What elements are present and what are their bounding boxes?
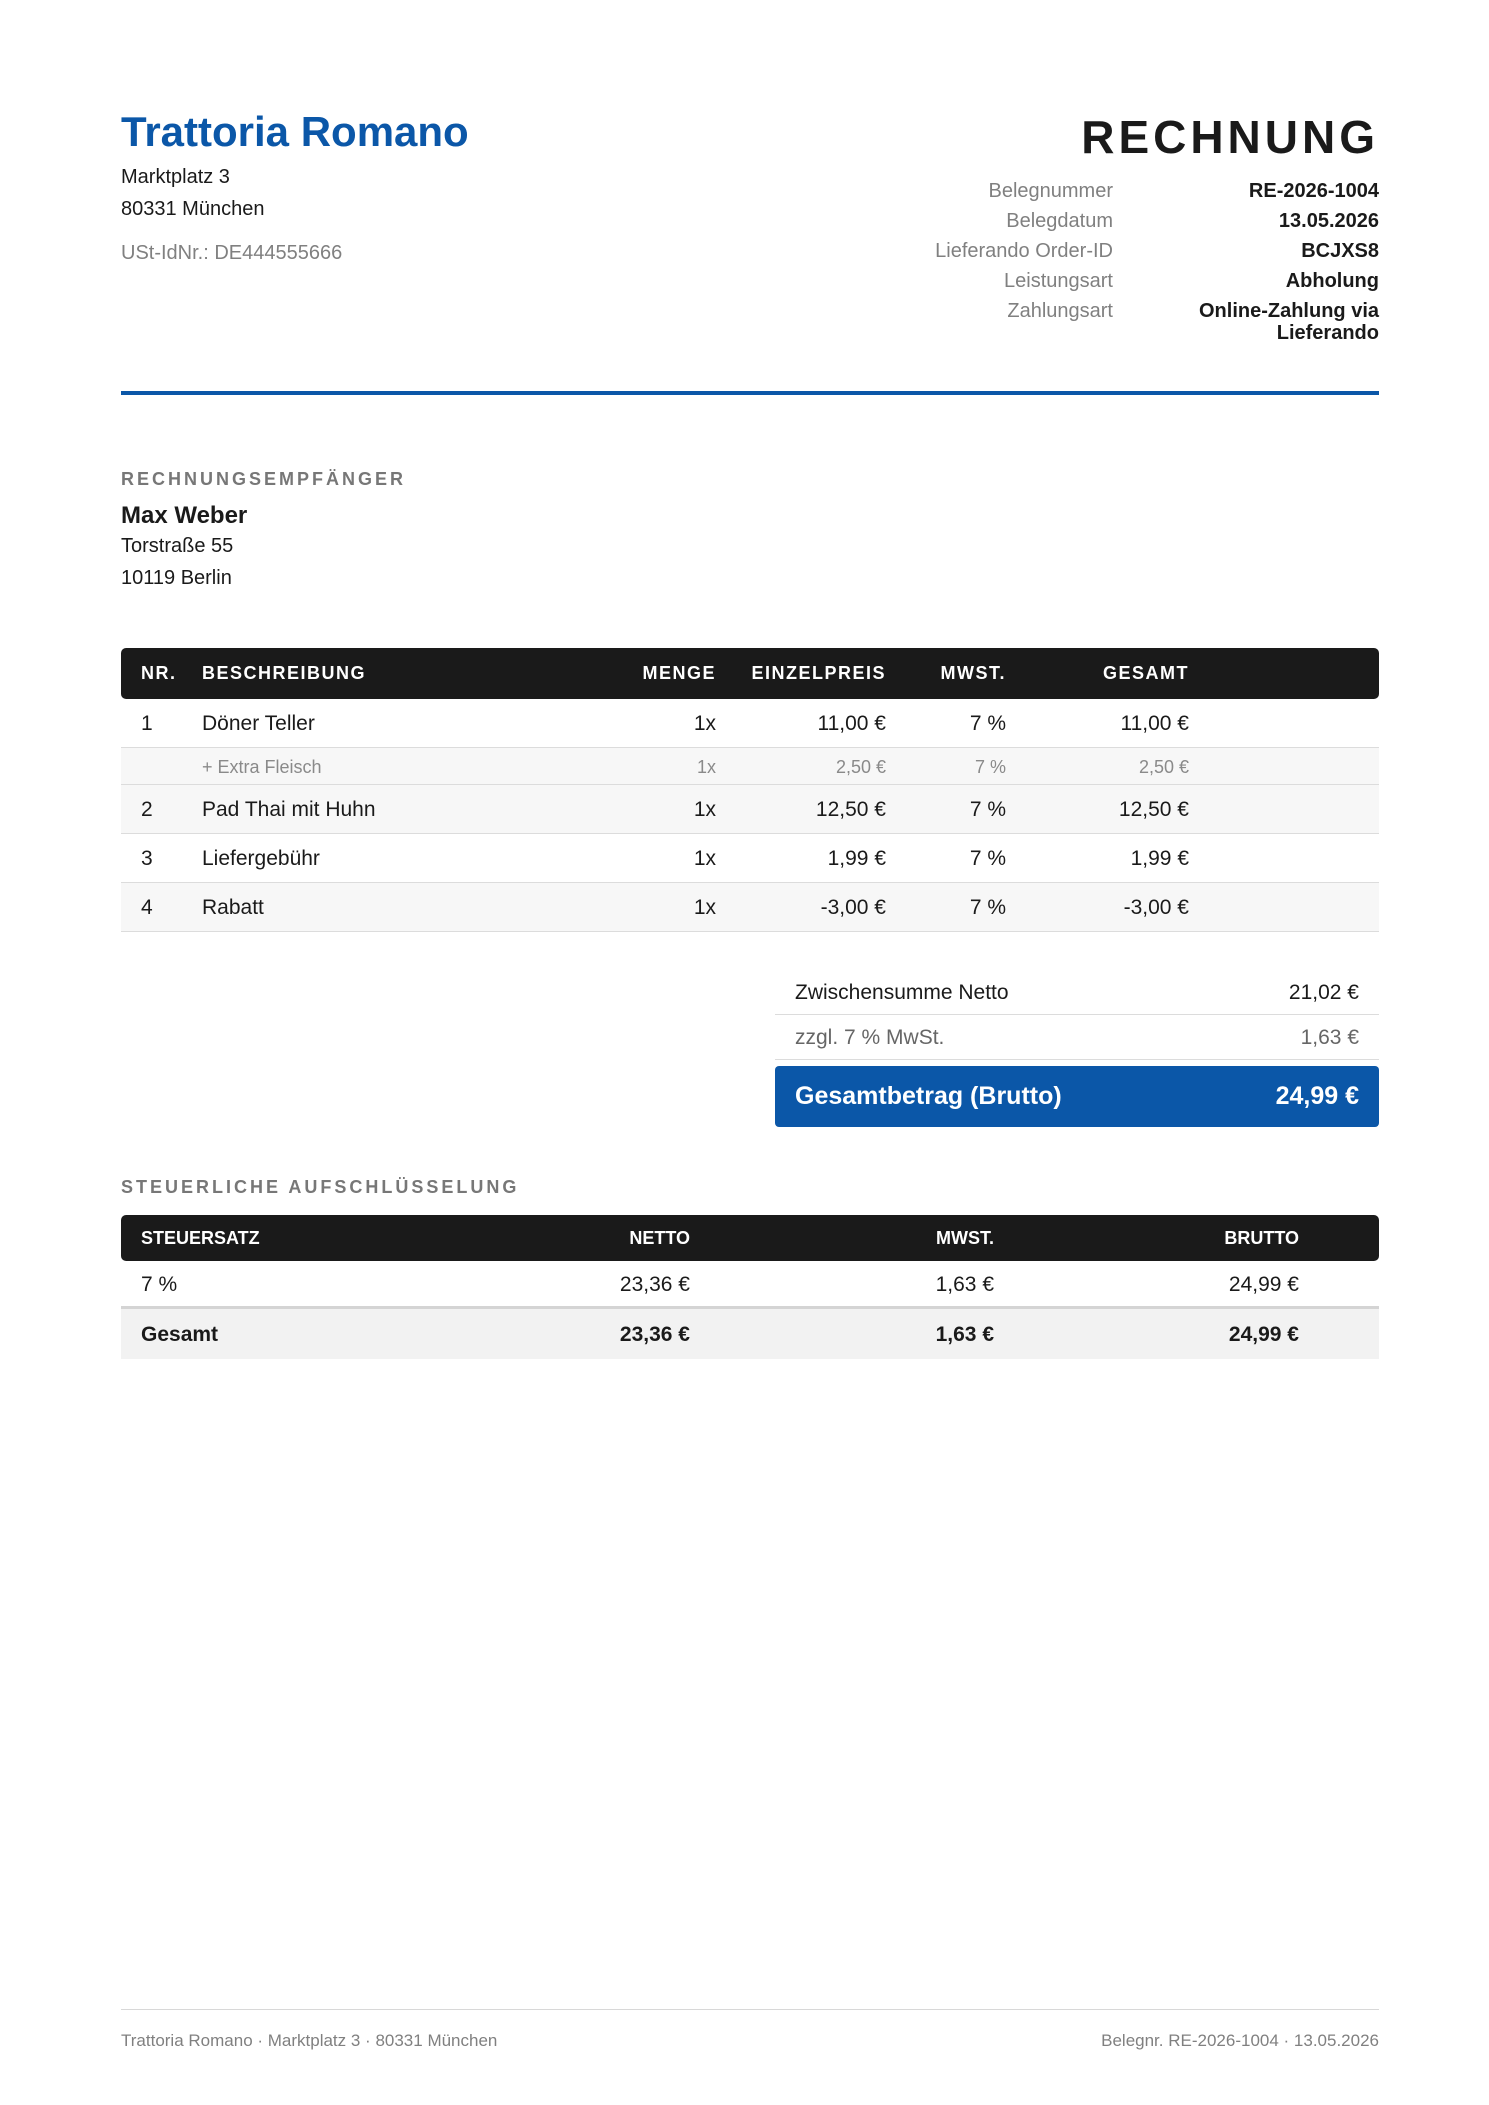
col-header-unit-price: EINZELPREIS (751, 663, 886, 683)
document-title: RECHNUNG (1081, 111, 1379, 163)
invoice-page (121, 0, 1379, 2105)
cell-total-vat: 1,63 € (935, 1323, 994, 1346)
vendor-vat-id: USt-IdNr.: DE444555666 (121, 242, 343, 264)
meta-value: BCJXS8 (1301, 240, 1379, 262)
tax-total-row (121, 1309, 1379, 1359)
col-header-rate: STEUERSATZ (141, 1228, 260, 1248)
table-row (121, 834, 1379, 883)
meta-label: Zahlungsart (1007, 300, 1113, 322)
cell-total: -3,00 € (1123, 896, 1189, 919)
subtotal-value: 21,02 € (1288, 981, 1359, 1004)
cell-nr: 4 (141, 896, 153, 919)
meta-value: 13.05.2026 (1278, 210, 1379, 232)
col-header-net: NETTO (629, 1228, 690, 1248)
cell-description: Liefergebühr (202, 847, 320, 870)
cell-quantity: 1x (696, 757, 716, 777)
cell-nr: 2 (141, 798, 153, 821)
subtotal-row (775, 970, 1379, 1015)
cell-description: Rabatt (202, 896, 264, 919)
cell-quantity: 1x (693, 847, 716, 870)
cell-description: Döner Teller (202, 712, 315, 735)
cell-total: 11,00 € (1120, 712, 1189, 735)
cell-unit-price: 11,00 € (817, 712, 886, 735)
cell-description: Pad Thai mit Huhn (202, 798, 376, 821)
cell-vat: 7 % (969, 896, 1006, 919)
tax-table (121, 1215, 1379, 1359)
footer-document-info: Belegnr. RE-2026-1004 · 13.05.2026 (1101, 2031, 1379, 2050)
table-row (121, 1261, 1379, 1309)
cell-total-gross: 24,99 € (1228, 1323, 1299, 1346)
vat-row (775, 1015, 1379, 1060)
totals-box (775, 970, 1379, 1127)
cell-unit-price: -3,00 € (820, 896, 886, 919)
document-meta (919, 180, 1379, 352)
recipient-name: Max Weber (121, 502, 248, 529)
meta-row (919, 180, 1379, 210)
meta-row (919, 300, 1379, 352)
meta-value: RE-2026-1004 (1248, 180, 1379, 202)
cell-total: 1,99 € (1130, 847, 1189, 870)
col-header-quantity: MENGE (642, 663, 716, 683)
col-header-vat: MWST. (936, 1228, 994, 1248)
table-row (121, 883, 1379, 932)
recipient-street: Torstraße 55 (121, 535, 234, 557)
footer-divider (121, 2009, 1379, 2010)
cell-nr: 3 (141, 847, 153, 870)
vat-label: zzgl. 7 % MwSt. (795, 1026, 945, 1049)
header-divider (121, 391, 1379, 395)
cell-quantity: 1x (693, 896, 716, 919)
items-table (121, 648, 1379, 932)
meta-label: Belegdatum (1006, 210, 1113, 232)
cell-gross: 24,99 € (1228, 1273, 1299, 1296)
grand-total-value: 24,99 € (1275, 1082, 1359, 1110)
cell-vat: 7 % (974, 757, 1006, 777)
meta-row (919, 270, 1379, 300)
cell-total: 2,50 € (1138, 757, 1189, 777)
grand-total-label: Gesamtbetrag (Brutto) (795, 1082, 1062, 1110)
col-header-total: GESAMT (1102, 663, 1189, 683)
cell-unit-price: 12,50 € (815, 798, 886, 821)
cell-quantity: 1x (693, 712, 716, 735)
vendor-name: Trattoria Romano (121, 108, 469, 155)
col-header-description: BESCHREIBUNG (202, 663, 367, 683)
cell-rate: 7 % (141, 1273, 178, 1296)
cell-description: + Extra Fleisch (202, 757, 322, 777)
cell-vat: 1,63 € (935, 1273, 994, 1296)
cell-net: 23,36 € (619, 1273, 690, 1296)
tax-table-header (121, 1215, 1379, 1261)
subtotal-label: Zwischensumme Netto (795, 981, 1009, 1004)
tax-section-label: STEUERLICHE AUFSCHLÜSSELUNG (121, 1177, 520, 1197)
cell-unit-price: 2,50 € (835, 757, 886, 777)
cell-vat: 7 % (969, 847, 1006, 870)
meta-label: Leistungsart (1004, 270, 1113, 292)
meta-value: Online-Zahlung via Lieferando (1198, 300, 1379, 344)
vendor-city: 80331 München (121, 198, 265, 220)
recipient-section-label: RECHNUNGSEMPFÄNGER (121, 469, 407, 489)
grand-total-row (775, 1066, 1379, 1127)
cell-vat: 7 % (969, 712, 1006, 735)
cell-unit-price: 1,99 € (827, 847, 886, 870)
cell-total-label: Gesamt (141, 1323, 219, 1346)
meta-row (919, 210, 1379, 240)
items-table-header (121, 648, 1379, 699)
cell-nr: 1 (141, 712, 153, 735)
cell-vat: 7 % (969, 798, 1006, 821)
col-header-nr: NR. (141, 663, 177, 683)
meta-label: Belegnummer (988, 180, 1113, 202)
cell-quantity: 1x (693, 798, 716, 821)
vat-value: 1,63 € (1300, 1026, 1359, 1049)
cell-total: 12,50 € (1118, 798, 1189, 821)
col-header-gross: BRUTTO (1224, 1228, 1299, 1248)
table-row-option (121, 748, 1379, 785)
recipient-city: 10119 Berlin (121, 567, 232, 589)
footer-vendor-info: Trattoria Romano · Marktplatz 3 · 80331 München (121, 2031, 498, 2050)
meta-row (919, 240, 1379, 270)
table-row (121, 699, 1379, 748)
cell-total-net: 23,36 € (619, 1323, 690, 1346)
col-header-vat: MWST. (940, 663, 1006, 683)
meta-label: Lieferando Order-ID (935, 240, 1113, 262)
meta-value: Abholung (1285, 270, 1379, 292)
table-row (121, 785, 1379, 834)
vendor-street: Marktplatz 3 (121, 166, 230, 188)
